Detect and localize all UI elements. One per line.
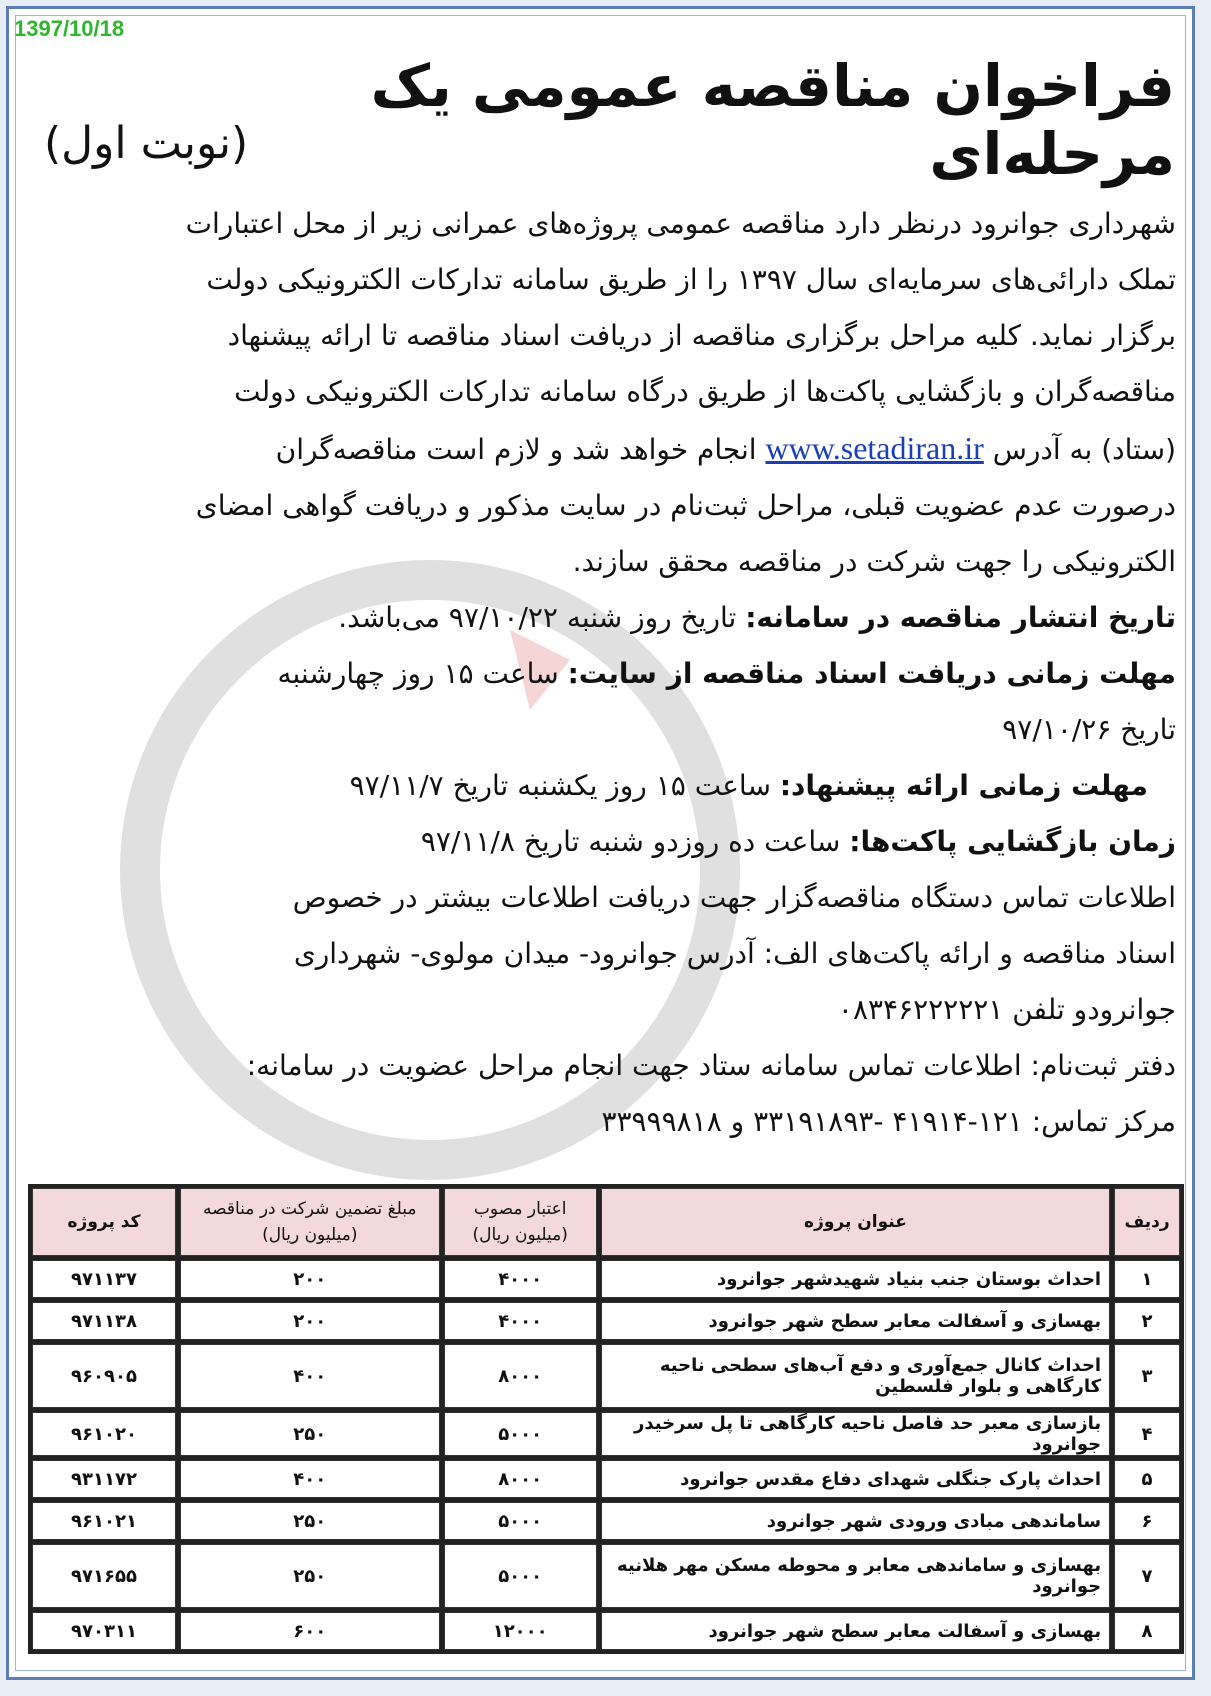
- intro-line: مناقصه‌گران و بازگشایی پاکت‌ها از طریق درگاه سامانه تدارکات الکترونیکی دولت: [234, 375, 1176, 408]
- docs-deadline-line: [26, 646, 1176, 702]
- docs-deadline-date: تاریخ ۹۷/۱۰/۲۶: [1002, 713, 1176, 746]
- table-row: [32, 1412, 1180, 1456]
- contact-phone-line: جوانرودو تلفن ۰۸۳۴۶۲۲۲۲۲۱: [837, 993, 1176, 1026]
- cell-budget: ۵۰۰۰: [444, 1544, 597, 1608]
- announcement-body: [26, 196, 1176, 1150]
- cell-code: ۹۷۱۶۵۵: [32, 1544, 176, 1608]
- cell-row: ۷: [1114, 1544, 1180, 1608]
- publish-date-label: تاریخ انتشار مناقصه در سامانه:: [745, 601, 1176, 634]
- table-row: [32, 1260, 1180, 1298]
- col-code: کد پروژه: [32, 1188, 176, 1256]
- table-row: [32, 1302, 1180, 1340]
- opening-line: [26, 814, 1176, 870]
- url-prefix: (ستاد) به آدرس: [992, 433, 1176, 466]
- cell-code: ۹۶۰۹۰۵: [32, 1344, 176, 1408]
- col-row: ردیف: [1114, 1188, 1180, 1256]
- url-suffix: انجام خواهد شد و لازم است مناقصه‌گران: [275, 433, 757, 466]
- table-row: [32, 1502, 1180, 1540]
- cell-title: احداث کانال جمع‌آوری و دفع آب‌های سطحی ناحیه کارگاهی و بلوار فلسطین: [601, 1344, 1110, 1408]
- cell-row: ۵: [1114, 1460, 1180, 1498]
- publish-date-line: [26, 590, 1176, 646]
- col-budget-label: اعتبار مصوب: [473, 1199, 567, 1219]
- table-row: [32, 1612, 1180, 1650]
- cell-budget: ۴۰۰۰: [444, 1260, 597, 1298]
- cell-row: ۴: [1114, 1412, 1180, 1456]
- intro-line: الکترونیکی را جهت شرکت در مناقصه محقق سازند.: [572, 545, 1176, 578]
- offer-deadline-label: مهلت زمانی ارائه پیشنهاد:: [779, 769, 1148, 802]
- cell-code: ۹۷۰۳۱۱: [32, 1612, 176, 1650]
- col-budget: [444, 1188, 597, 1256]
- date-stamp: 1397/10/18: [14, 16, 125, 41]
- offer-deadline-line: [26, 758, 1176, 814]
- publish-date-value: تاریخ روز شنبه ۹۷/۱۰/۲۲ می‌باشد.: [338, 601, 737, 634]
- cell-code: ۹۷۱۱۳۷: [32, 1260, 176, 1298]
- intro-line: برگزار نماید. کلیه مراحل برگزاری مناقصه از دریافت اسناد مناقصه تا ارائه پیشنهاد: [227, 319, 1176, 352]
- cell-code: ۹۶۱۰۲۱: [32, 1502, 176, 1540]
- col-guarantee: [180, 1188, 440, 1256]
- col-budget-unit: (میلیون ریال): [472, 1225, 568, 1245]
- setadiran-link[interactable]: www.setadiran.ir: [765, 430, 984, 466]
- docs-deadline-label: مهلت زمانی دریافت اسناد مناقصه از سایت:: [567, 657, 1176, 690]
- cell-guarantee: ۲۵۰: [180, 1412, 440, 1456]
- cell-title: بهسازی و ساماندهی معابر و محوطه مسکن مهر هلانیه جوانرود: [601, 1544, 1110, 1608]
- cell-budget: ۸۰۰۰: [444, 1344, 597, 1408]
- cell-title: احداث پارک جنگلی شهدای دفاع مقدس جوانرود: [601, 1460, 1110, 1498]
- cell-title: بهسازی و آسفالت معابر سطح شهر جوانرود: [601, 1302, 1110, 1340]
- cell-title: احداث بوستان جنب بنیاد شهیدشهر جوانرود: [601, 1260, 1110, 1298]
- page-title: فراخوان مناقصه عمومی یک مرحله‌ای: [370, 52, 1175, 188]
- cell-guarantee: ۲۰۰: [180, 1260, 440, 1298]
- table-row: [32, 1460, 1180, 1498]
- offer-deadline-value: ساعت ۱۵ روز یکشنبه تاریخ ۹۷/۱۱/۷: [349, 769, 771, 802]
- opening-value: ساعت ده روزدو شنبه تاریخ ۹۷/۱۱/۸: [420, 825, 841, 858]
- cell-guarantee: ۴۰۰: [180, 1460, 440, 1498]
- cell-budget: ۱۲۰۰۰: [444, 1612, 597, 1650]
- cell-row: ۸: [1114, 1612, 1180, 1650]
- col-guarantee-label: مبلغ تضمین شرکت در مناقصه: [203, 1199, 417, 1219]
- cell-row: ۲: [1114, 1302, 1180, 1340]
- cell-guarantee: ۴۰۰: [180, 1344, 440, 1408]
- registration-line: دفتر ثبت‌نام: اطلاعات تماس سامانه ستاد جهت انجام مراحل عضویت در سامانه:: [246, 1049, 1176, 1082]
- cell-row: ۱: [1114, 1260, 1180, 1298]
- cell-title: بازسازی معبر حد فاصل ناحیه کارگاهی تا پل سرخیدر جوانرود: [601, 1412, 1110, 1456]
- cell-budget: ۵۰۰۰: [444, 1502, 597, 1540]
- cell-guarantee: ۲۵۰: [180, 1544, 440, 1608]
- table-row: [32, 1544, 1180, 1608]
- cell-budget: ۸۰۰۰: [444, 1460, 597, 1498]
- cell-code: ۹۶۱۰۲۰: [32, 1412, 176, 1456]
- intro-line-url: [26, 420, 1176, 478]
- opening-label: زمان بازگشایی پاکت‌ها:: [849, 825, 1176, 858]
- intro-line: درصورت عدم عضویت قبلی، مراحل ثبت‌نام در سایت مذکور و دریافت گواهی امضای: [195, 489, 1176, 522]
- cell-code: ۹۷۱۱۳۸: [32, 1302, 176, 1340]
- contact-line: اسناد مناقصه و ارائه پاکت‌های الف: آدرس جوانرود- میدان مولوی- شهرداری: [293, 937, 1176, 970]
- cell-budget: ۵۰۰۰: [444, 1412, 597, 1456]
- docs-deadline-value: ساعت ۱۵ روز چهارشنبه: [277, 657, 559, 690]
- projects-table: [28, 1184, 1184, 1654]
- cell-guarantee: ۲۵۰: [180, 1502, 440, 1540]
- intro-line: تملک دارائی‌های سرمایه‌ای سال ۱۳۹۷ را از طریق سامانه تدارکات الکترونیکی دولت: [206, 263, 1176, 296]
- cell-title: ساماندهی مبادی ورودی شهر جوانرود: [601, 1502, 1110, 1540]
- cell-guarantee: ۲۰۰: [180, 1302, 440, 1340]
- table-header-row: [32, 1188, 1180, 1256]
- round-label: (نوبت اول): [44, 118, 249, 169]
- cell-guarantee: ۶۰۰: [180, 1612, 440, 1650]
- col-title: عنوان پروژه: [601, 1188, 1110, 1256]
- cell-row: ۳: [1114, 1344, 1180, 1408]
- contact-line: اطلاعات تماس دستگاه مناقصه‌گزار جهت دریافت اطلاعات بیشتر در خصوص: [292, 881, 1176, 914]
- intro-line: شهرداری جوانرود درنظر دارد مناقصه عمومی پروژه‌های عمرانی زیر از محل اعتبارات: [185, 207, 1176, 240]
- call-center-line: مرکز تماس: ۱۲۱-۴۱۹۱۴ -۳۳۱۹۱۸۹۳ و ۳۳۹۹۹۸۱۸: [601, 1105, 1176, 1138]
- cell-row: ۶: [1114, 1502, 1180, 1540]
- table-row: [32, 1344, 1180, 1408]
- cell-code: ۹۳۱۱۷۲: [32, 1460, 176, 1498]
- cell-budget: ۴۰۰۰: [444, 1302, 597, 1340]
- cell-title: بهسازی و آسفالت معابر سطح شهر جوانرود: [601, 1612, 1110, 1650]
- col-guarantee-unit: (میلیون ریال): [262, 1225, 358, 1245]
